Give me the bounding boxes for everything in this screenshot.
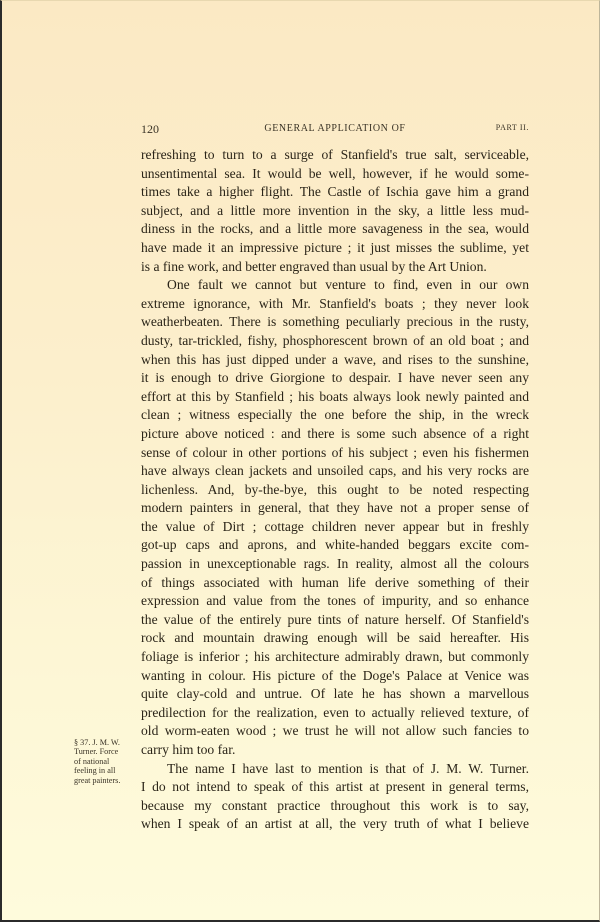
text-line: passion in unexceptionable rags. In reality, almost all the colours xyxy=(141,556,529,572)
body-text xyxy=(141,146,529,834)
running-head: GENERAL APPLICATION OF xyxy=(264,123,406,134)
text-line: it is enough to drive Giorgione to despair. I have never seen any xyxy=(141,370,529,386)
text-line: extreme ignorance, with Mr. Stanfield's boats ; they never look xyxy=(141,295,529,311)
text-line: foliage is inferior ; his architecture admirably drawn, but commonly xyxy=(141,649,529,665)
text-line: the value of Dirt ; cottage children never appear but in freshly xyxy=(141,518,529,534)
text-line: got-up caps and aprons, and white-handed beggars excite com- xyxy=(141,537,529,553)
sidenote-line: Turner. Force xyxy=(74,747,119,757)
text-line: effort at this by Stanfield ; his boats always look newly painted and xyxy=(141,388,529,404)
text-line: is a fine work, and better engraved than usual by the Art Union. xyxy=(141,258,487,274)
text-line: expression and value from the tones of impurity, and so enhance xyxy=(141,593,529,609)
text-line: One fault we cannot but venture to find, even in our own xyxy=(167,277,529,293)
text-line: quite clay-cold and untrue. Of late he has shown a marvellous xyxy=(141,686,529,702)
text-line: the value of the entirely pure tints of nature herself. Of Stanfield's xyxy=(141,611,529,627)
text-line: because my constant practice throughout this work is to say, xyxy=(141,797,529,813)
page-header xyxy=(141,122,529,136)
text-line: times take a higher flight. The Castle of Ischia gave him a grand xyxy=(141,184,529,200)
sidenote-line: § 37. J. M. W. xyxy=(74,738,120,747)
text-line: refreshing to turn to a surge of Stanfield's true salt, serviceable, xyxy=(141,147,529,162)
sidenote-line: great painters. xyxy=(74,775,121,785)
text-line: subject, and a little more invention in the sky, a little less mud- xyxy=(141,202,529,218)
text-line: weatherbeaten. There is something peculiarly precious in the rusty, xyxy=(141,314,529,330)
text-line: when this has just dipped under a wave, and rises to the sunshine, xyxy=(141,351,529,367)
margin-sidenote xyxy=(74,738,140,785)
sidenote-line: of national xyxy=(74,756,110,766)
text-line: dusty, tar-trickled, fishy, phosphorescent brown of an old boat ; and xyxy=(141,332,529,348)
text-line: old worm-eaten wood ; we trust he will not allow such fancies to xyxy=(141,723,529,739)
text-line: The name I have last to mention is that of J. M. W. Turner. xyxy=(167,760,529,776)
text-line: of things associated with human life derive something of their xyxy=(141,574,529,590)
text-line: lichenless. And, by-the-bye, this ought to be noted respecting xyxy=(141,481,529,497)
text-line: wanting in colour. His picture of the Doge's Palace at Venice was xyxy=(141,667,529,683)
sidenote-line: feeling in all xyxy=(74,766,116,776)
text-line: have always clean jackets and unsoiled caps, and his very rocks are xyxy=(141,463,529,479)
text-line: have made it an impressive picture ; it just misses the sublime, yet xyxy=(141,239,529,255)
text-line: clean ; witness especially the one before the ship, in the wreck xyxy=(141,407,529,423)
page-number: 120 xyxy=(141,122,159,136)
text-line: I do not intend to speak of this artist at present in general terms, xyxy=(141,779,529,795)
text-line: sense of colour in other portions of his subject ; even his fishermen xyxy=(141,444,529,460)
text-line: when I speak of an artist at all, the very truth of what I believe xyxy=(141,816,529,832)
text-line: unsentimental sea. It would be well, however, if he would some- xyxy=(141,165,529,181)
text-line: diness in the rocks, and a little more savageness in the sea, would xyxy=(141,221,529,237)
text-line: carry him too far. xyxy=(141,742,236,757)
text-line: predilection for the realization, even to actually relieved texture, of xyxy=(141,704,529,720)
text-line: modern painters in general, that they have not a proper sense of xyxy=(141,500,529,516)
text-line: rock and mountain drawing enough will be said hereafter. His xyxy=(141,630,529,646)
text-line: picture above noticed : and there is some such absence of a right xyxy=(141,425,529,441)
part-label: PART II. xyxy=(495,123,529,132)
